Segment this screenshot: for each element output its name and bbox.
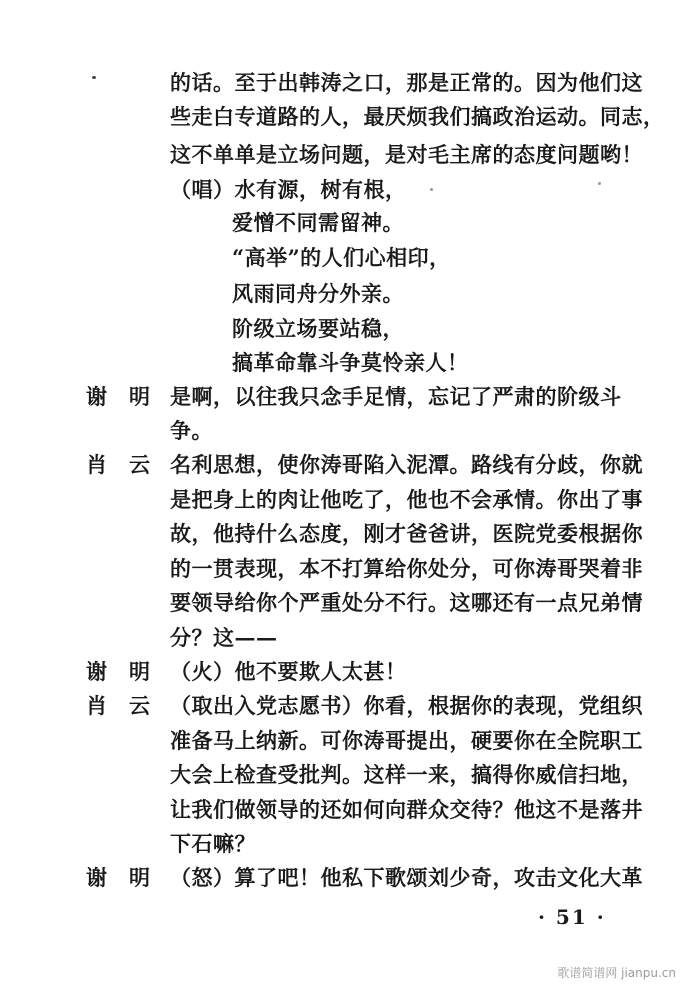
song-line: 搞革命靠斗争莫怜亲人！ [232,350,469,375]
song-line: 阶级立场要站稳， [232,316,404,341]
scan-speck [92,76,96,79]
song-line: “高举”的人们心相印， [232,245,451,270]
scan-speck [430,188,433,191]
text-line: 名利思想，使你涛哥陷入泥潭。路线有分歧，你就 [170,452,643,477]
text-line: 争。 [170,418,213,443]
text-line: 这不单单是立场问题，是对毛主席的态度问题哟！ [170,142,643,167]
text-line: 些走白专道路的人，最厌烦我们搞政治运动。同志， [170,104,665,129]
text-line: 是把身上的肉让他吃了，他也不会承情。你出了事 [170,487,643,512]
watermark: 歌谱简谱网 jianpu.cn [557,966,676,980]
text-line: 让我们做领导的还如何向群众交待？他这不是落井 [170,797,643,822]
page-number: · 51 · [538,905,606,929]
text-line: 准备马上纳新。可你涛哥提出，硬要你在全院职工 [170,728,643,753]
text-line: 的一贯表现，本不打算给你处分，可你涛哥哭着非 [170,556,643,581]
text-line: （取出入党志愿书）你看，根据你的表现，党组织 [170,693,643,718]
speaker-name: 谢明 [86,865,172,890]
text-line: （火）他不要欺人太甚！ [170,659,407,684]
text-line: 大会上检查受批判。这样一来，搞得你威信扫地， [170,762,643,787]
song-line: 风雨同舟分外亲。 [232,281,404,306]
text-line: 下石嘛？ [170,831,256,856]
text-line: 故，他持什么态度，刚才爸爸讲，医院党委根据你 [170,521,643,546]
text-line: 是啊，以往我只念手足情，忘记了严肃的阶级斗 [170,384,622,409]
scan-speck [598,182,601,185]
speaker-name: 肖云 [86,452,172,477]
song-line: （唱）水有源，树有根， [170,177,407,202]
text-line: 分？这—— [170,625,278,650]
speaker-name: 谢明 [86,659,172,684]
speaker-name: 谢明 [86,384,172,409]
speaker-name: 肖云 [86,693,172,718]
song-line: 爱憎不同需留神。 [232,210,404,235]
text-line: 要领导给你个严重处分不行。这哪还有一点兄弟情 [170,590,643,615]
text-line: 的话。至于出韩涛之口，那是正常的。因为他们这 [170,70,643,95]
text-line: （怒）算了吧！他私下歌颂刘少奇，攻击文化大革 [170,865,643,890]
